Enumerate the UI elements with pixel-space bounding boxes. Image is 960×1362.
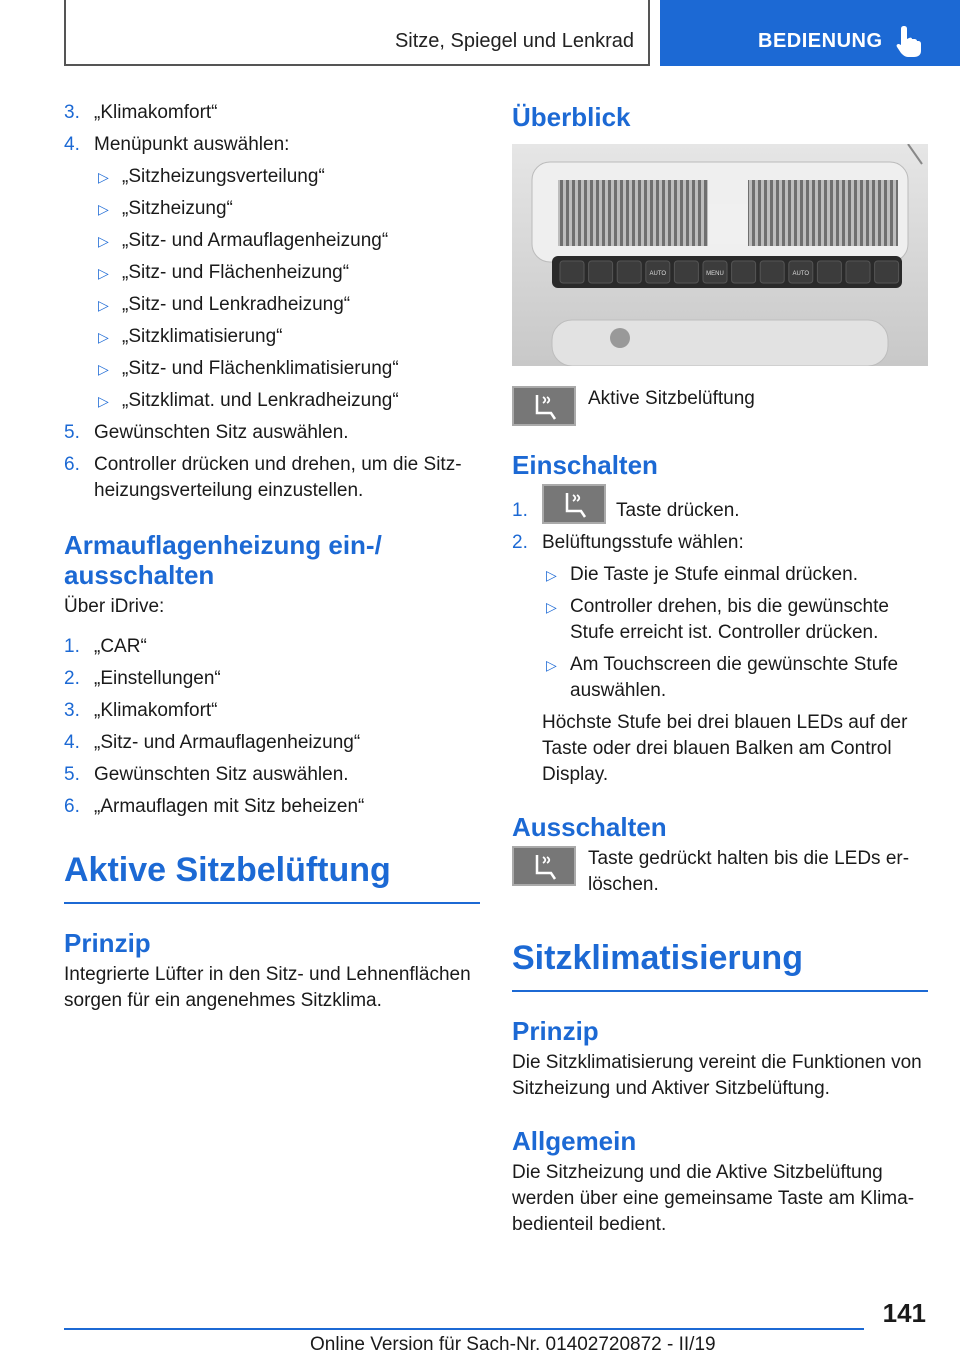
prinzip-text: Die Sitzklimatisierung vereint die Funktionen von Sitzheizung und Aktiver Sitzbelüftung. — [512, 1052, 922, 1099]
seat-ventilation-button-icon — [512, 846, 576, 886]
bullet-item: ▷ „Sitz- und Flächenklimatisierung“ — [98, 358, 399, 379]
list-item: 3. „Klimakomfort“ — [64, 102, 218, 123]
panel-button — [589, 261, 613, 283]
header-tab-label: BEDIENUNG — [758, 30, 883, 52]
pointing-hand-icon — [896, 24, 922, 58]
panel-button-label: MENU — [706, 271, 724, 277]
header-section-box — [64, 0, 650, 66]
bullet-item: ▷ Die Taste je Stufe einmal drücken. — [546, 564, 858, 585]
prinzip-heading: Prinzip — [64, 928, 151, 958]
right-column — [512, 100, 928, 1246]
panel-button — [817, 261, 841, 283]
prinzip-heading: Prinzip — [512, 1016, 599, 1046]
bullet-item: ▷ „Sitzklimatisierung“ — [98, 326, 283, 347]
prinzip-text: Integrierte Lüfter in den Sitz- und Lehnenflächen sorgen für ein angenehmes Sitzklima. — [64, 964, 471, 1011]
list-item: 1. Taste drücken. — [512, 484, 928, 524]
hoechste-stufe-text: Höchste Stufe bei drei blauen LEDs auf der Taste oder drei blauen Balken am Control Display. — [542, 712, 908, 785]
icon-caption-row — [512, 386, 928, 426]
header-tab-bedienung[interactable] — [660, 0, 960, 66]
bullet-list-a — [64, 164, 480, 414]
bullet-item: ▷ Controller drehen, bis die gewünschte Stufe erreicht ist. Controller drücken. — [546, 596, 889, 643]
page-number: 141 — [882, 1298, 926, 1328]
icon-caption: Aktive Sitzbelüftung — [588, 388, 755, 409]
section-heading-sitzklimatisierung: Sitzklimatisierung — [512, 939, 803, 977]
list-item: 2. „Einstellungen“ — [64, 668, 221, 689]
climate-panel-illustration — [512, 144, 928, 366]
einschalten-heading: Einschalten — [512, 450, 658, 480]
list-c — [64, 634, 480, 820]
step1-text: Taste drücken. — [616, 500, 740, 521]
footer-text: Online Version für Sach-Nr. 01402720872 - II/19 — [310, 1334, 716, 1355]
list-item: 5. Gewünschten Sitz auswählen. — [64, 764, 349, 785]
header-section-title: Sitze, Spiegel und Lenkrad — [394, 30, 634, 52]
seat-ventilation-button-icon — [512, 386, 576, 426]
list-item: 4. „Sitz- und Armauflagenheizung“ — [64, 732, 361, 753]
footer-divider — [64, 1328, 864, 1330]
panel-button-label: AUTO — [649, 271, 667, 277]
panel-button — [560, 261, 584, 283]
bullet-item: ▷ „Sitz- und Lenkradheizung“ — [98, 294, 351, 315]
panel-button — [732, 261, 756, 283]
seat-ventilation-button-icon — [542, 484, 606, 524]
list-b — [64, 420, 480, 504]
list-item: 6. Controller drücken und drehen, um die Sitzheizungsverteilung einzustellen. — [64, 454, 462, 501]
bullet-item: ▷ „Sitzheizungsverteilung“ — [98, 166, 325, 187]
bullet-item: ▷ „Sitz- und Flächenheizung“ — [98, 262, 350, 283]
armauflage-heading: Armauflagenheizung ein-/ ausschalten — [64, 530, 382, 590]
panel-button-label: AUTO — [792, 271, 810, 277]
ausschalten-heading: Ausschalten — [512, 812, 667, 842]
panel-button — [846, 261, 870, 283]
bullet-item: ▷ „Sitzheizung“ — [98, 198, 233, 219]
bullet-item: ▷ „Sitz- und Armauflagenheizung“ — [98, 230, 389, 251]
list-item: 2. Belüftungsstufe wählen: — [512, 532, 744, 553]
allgemein-heading: Allgemein — [512, 1126, 637, 1156]
allgemein-text: Die Sitzheizung und die Aktive Sitzbelüftung werden über eine gemeinsame Taste am Klimabedienteil bedient. — [512, 1162, 915, 1235]
panel-button — [674, 261, 698, 283]
armauflage-intro: Über iDrive: — [64, 596, 165, 617]
climate-panel-photo — [512, 144, 928, 366]
ausschalten-row — [512, 846, 928, 898]
bullet-item: ▷ „Sitzklimat. und Lenkradheizung“ — [98, 390, 399, 411]
panel-button — [760, 261, 784, 283]
ueberblick-heading: Überblick — [512, 102, 631, 132]
section-heading-wrap — [512, 938, 928, 992]
ausschalten-text: Taste gedrückt halten bis die LEDs erlöschen. — [588, 848, 910, 895]
section-heading-aktive-sitzbelueftung: Aktive Sitzbelüftung — [64, 851, 391, 889]
list-item: 4. Menüpunkt auswählen: — [64, 134, 290, 155]
list-item: 5. Gewünschten Sitz auswählen. — [64, 422, 349, 443]
list-item: 3. „Klimakomfort“ — [64, 700, 218, 721]
bullet-item: ▷ Am Touchscreen die gewünschte Stufe auswählen. — [546, 654, 899, 701]
panel-button — [875, 261, 899, 283]
list-item: 1. „CAR“ — [64, 636, 147, 657]
section-heading-wrap — [64, 850, 480, 904]
panel-button — [617, 261, 641, 283]
list-a — [64, 100, 480, 158]
left-column — [64, 100, 480, 1022]
list-item: 6. „Armauflagen mit Sitz beheizen“ — [64, 796, 365, 817]
